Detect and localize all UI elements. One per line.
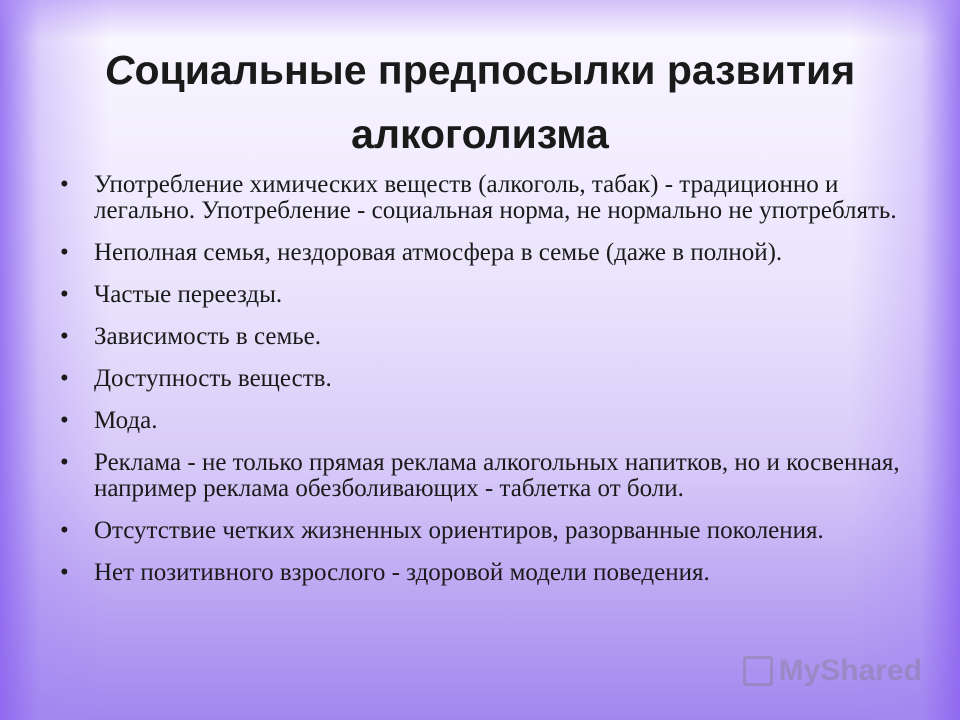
- bullet-text: Реклама - не только прямая реклама алкогольных напитков, но и косвенная, например реклама обезболивающих - таблетка от боли.: [94, 449, 900, 502]
- bullet-text: Неполная семья, нездоровая атмосфера в семье (даже в полной).: [94, 239, 783, 266]
- bullet-item: [60, 450, 900, 502]
- watermark-icon: [743, 656, 773, 686]
- bullet-text: Доступность веществ.: [94, 365, 332, 392]
- slide-title: [60, 38, 900, 166]
- bullet-item: [60, 324, 900, 350]
- bullet-dot: •: [60, 449, 69, 476]
- bullet-text: Нет позитивного взрослого - здоровой модели поведения.: [94, 559, 710, 586]
- bullet-item: [60, 518, 900, 544]
- bullet-item: [60, 366, 900, 392]
- bullet-item: [60, 282, 900, 308]
- bullet-dot: •: [60, 407, 69, 434]
- bullet-item: [60, 172, 900, 224]
- bullet-dot: •: [60, 517, 69, 544]
- bullet-dot: •: [60, 239, 69, 266]
- bullet-item: [60, 240, 900, 266]
- bullet-text: Зависимость в семье.: [94, 323, 322, 350]
- bullet-text: Употребление химических веществ (алкоголь, табак) - традиционно и легально. Употребление - социальная норма, не нормально не употреблять.: [94, 171, 897, 224]
- bullet-item: [60, 408, 900, 434]
- bullet-dot: •: [60, 281, 69, 308]
- bullet-list: [60, 172, 900, 602]
- bullet-dot: •: [60, 323, 69, 350]
- slide-title-initial: С: [104, 47, 135, 93]
- bullet-text: Отсутствие четких жизненных ориентиров, разорванные поколения.: [94, 517, 824, 544]
- bullet-dot: •: [60, 171, 69, 198]
- bullet-dot: •: [60, 559, 69, 586]
- top-gradient-band: [0, 0, 960, 40]
- bullet-dot: •: [60, 365, 69, 392]
- slide-title-text: оциальные предпосылки развития алкоголизма: [134, 47, 856, 157]
- bullet-text: Мода.: [94, 407, 158, 434]
- bullet-item: [60, 560, 900, 586]
- watermark-text: MyShared: [778, 654, 922, 687]
- watermark-logo: [743, 654, 922, 688]
- bullet-text: Частые переезды.: [94, 281, 283, 308]
